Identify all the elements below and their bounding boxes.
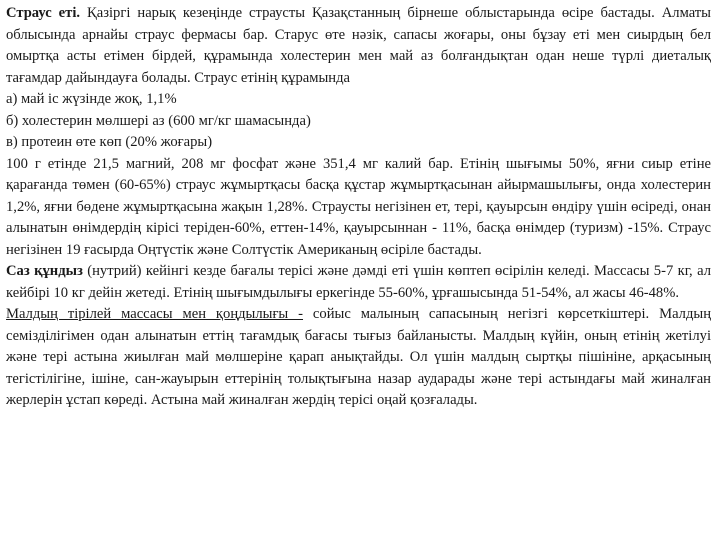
paragraph-nutria: [6, 261, 711, 304]
heading-nutria: Саз құндыз: [6, 263, 83, 279]
paragraph-ostrich-meat: [6, 3, 711, 89]
list-item-protein: в) протеин өте көп (20% жоғары): [6, 134, 213, 150]
heading-ostrich-meat: Страус еті.: [6, 5, 81, 21]
paragraph-live-weight: [6, 304, 711, 412]
paragraph-ostrich-composition: 100 г етінде 21,5 магний, 208 мг фосфат және 351,4 мг калий бар. Етінің шығымы 50%, яғни сиыр етіне қарағанда төмен (60-65%) страус жұмыртқасы басқа құстар жұмыртқасынан айырмашылығы, онда холестерин 1,2%, яғни бөдене жұмыртқасына жақын 1,28%. Страусты негізінен ет, тері, қауырсын өндіру үшін өсіреді, онан алынатын өнімдердің кірісі теріден-60%, еттен-14%, қауырсыннан - 11%, басқа өнімдер (туризм) -15%. Страус негізінен 19 ғасырда Оңтүстік және Солтүстік Американың өсіріле бастады.: [6, 155, 711, 258]
list-item-fat: а) май іс жүзінде жоқ, 1,1%: [6, 91, 177, 107]
list-item-cholesterol: б) холестерин мөлшері аз (600 мг/кг шамасында): [6, 112, 311, 129]
paragraph-ostrich-meat-text: Қазіргі нарық кезеңінде страусты Қазақстанның бірнеше облыстарында өсіре бастады. Алматы облысында арнайы страус фермасы бар. Старус өте нәзік, сапасы жоғары, оны бұзау еті мен сиырдың бел омыртқа асты етімен бірдей, құрамында холестерин мен май аз болғандықтан одан неше түрлі диеталық тағамдар дайындауға болады. Страус етінің құрамында: [6, 5, 711, 86]
paragraph-nutria-text: (нутрий) кейінгі кезде бағалы терісі және дәмді еті үшін көптеп өсірілін келеді. Массасы 5-7 кг, ал кейбірі 10 кг дейін жетеді. Етінің шығымдылығы еркегінде 55-60%, ұрғашысында 51-54%, ал жасы 46-48%.: [6, 263, 711, 301]
paragraph-live-weight-text: сойыс малының сапасының негізгі көрсеткіштері. Малдың семізділігімен одан алынатын еттің тағамдық бағасы тығыз байланысты. Малдың күйін, оның етінің жетілуі және тері астына жиылған май мөлшеріне қарап анықтайды. Ол үшін малдың сыртқы пішініне, арқасының тегістілігіне, ішіне, сан-жауырын еттерінің толықтығына назар аударады және тері астындағы май жиналған жерлерін ұстап көреді. Астына май жиналған жердің терісі оңай қозғалады.: [6, 306, 712, 408]
heading-live-weight: Малдың тірілей массасы мен қоңдылығы -: [6, 306, 304, 322]
